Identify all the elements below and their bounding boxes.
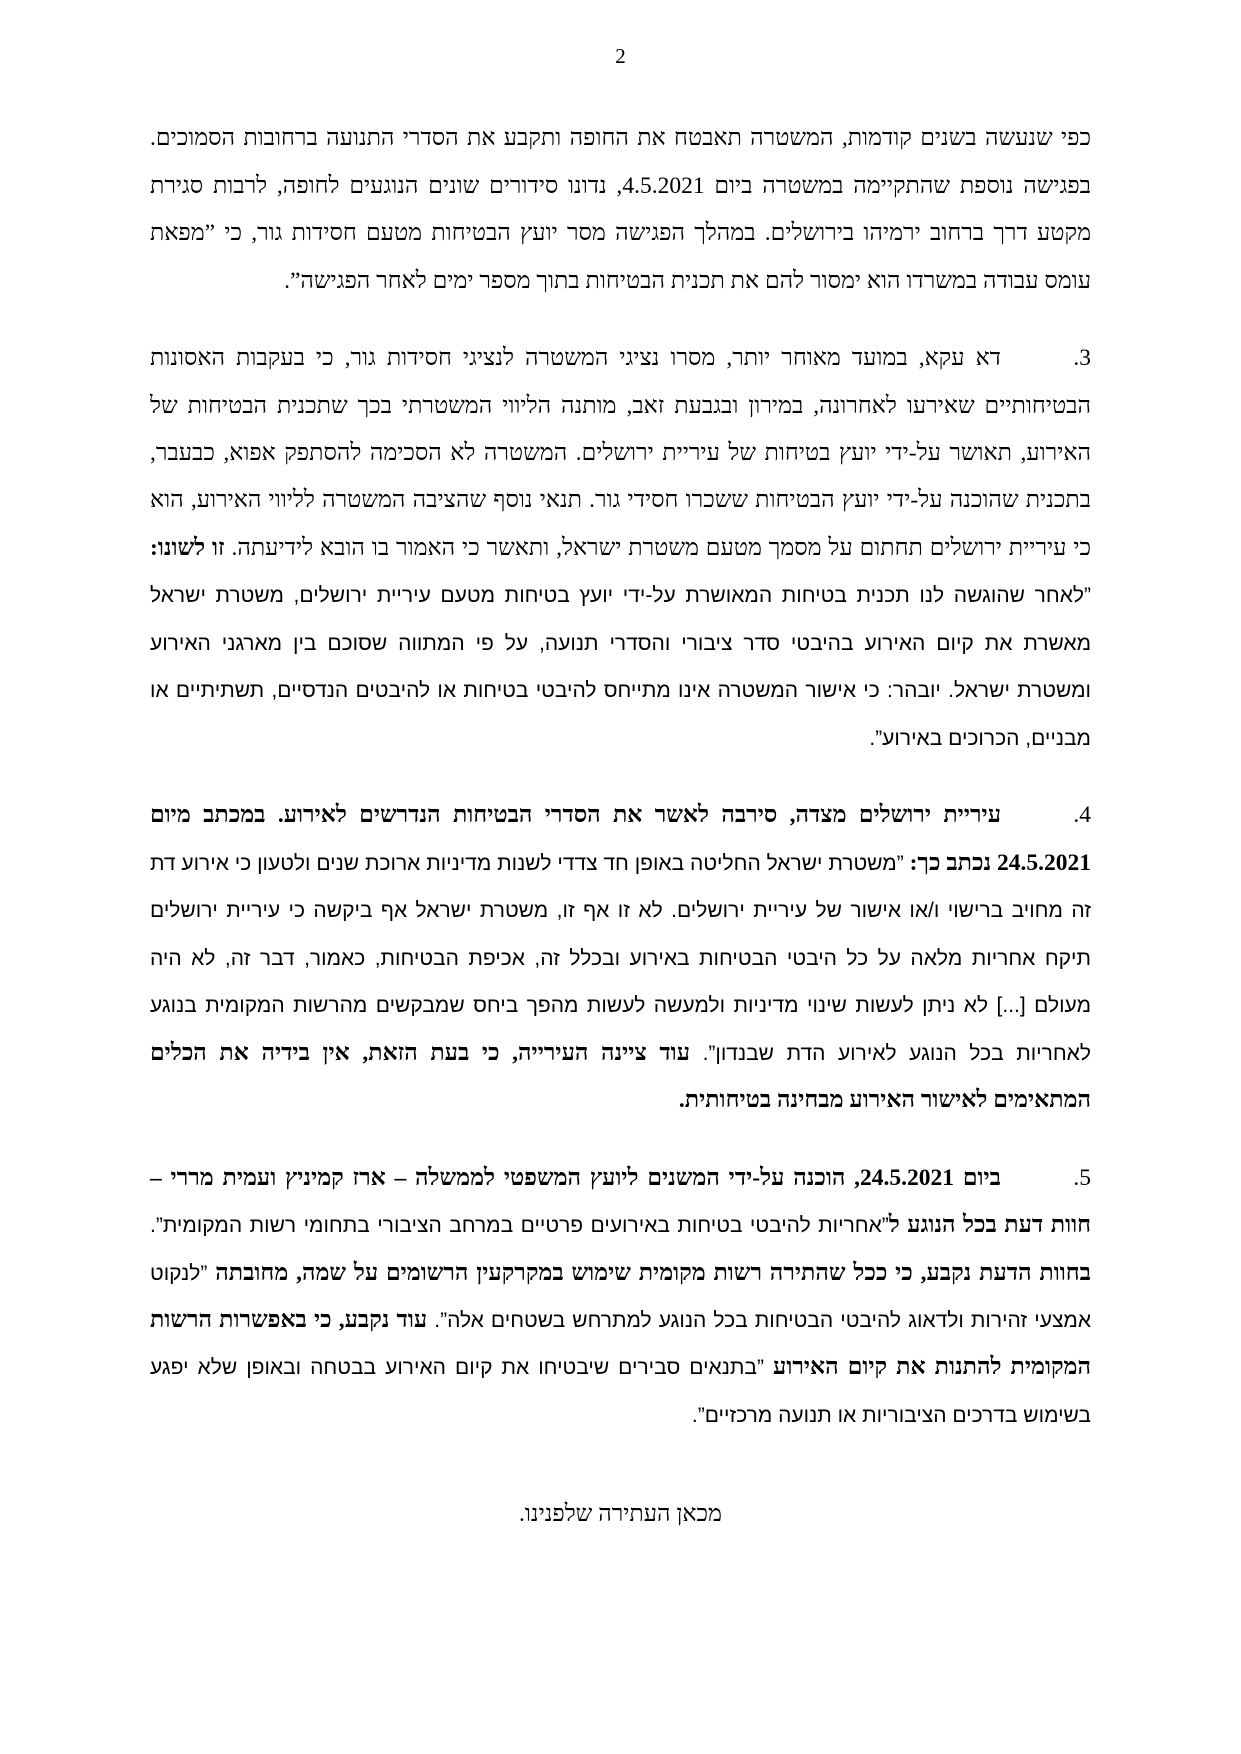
clause-5-number: .5	[1073, 1164, 1091, 1191]
clause-4-tail: עוד ציינה העירייה, כי בעת הזאת, אין בידיה את הכלים המתאימים לאישור האירוע מבחינה בטיחותית.	[150, 1039, 1091, 1114]
clause-5-lead: ביום 24.5.2021, הוכנה על-ידי המשנים ליועץ המשפטי לממשלה – ארז קמיניץ ועמית מררי – חוות דעת בכל הנוגע ל	[150, 1164, 1091, 1239]
clause-5-bold-2: עוד נקבע, כי באפשרות הרשות המקומית להתנות את קיום האירוע	[150, 1306, 1091, 1381]
clause-3-quote-lead: זו לשונו:	[150, 534, 225, 561]
closing-line: מכאן העתירה שלפנינו.	[519, 1501, 722, 1528]
paragraph-intro: כפי שנעשה בשנים קודמות, המשטרה תאבטח את החופה ותקבע את הסדרי התנועה ברחובות הסמוכים. בפגישה נוספת שהתקיימה במשטרה ביום 4.5.2021, נדונו סידורים שונים הנוגעים לחופה, לרבות סגירת מקטע דרך ברחוב ירמיהו בירושלים. במהלך הפגישה מסר יועץ הבטיחות מטעם חסידות גור, כי ”מפאת עומס עבודה במשרדו הוא ימסור להם את תכנית הבטיחות בתוך מספר ימים לאחר הפגישה”.	[150, 125, 1091, 294]
page-number: 2	[615, 44, 626, 68]
clause-3-text: דא עקא, במועד מאוחר יותר, מסרו נציגי המשטרה לנציגי חסידות גור, כי בעקבות האסונות הבטיחותיים שאירעו לאחרונה, במירון ובגבעת זאב, מותנה הליווי המשטרתי בכך שתכנית הבטיחות של האירוע, תאושר על-ידי יועץ בטיחות של עיריית ירושלים. המשטרה לא הסכימה להסתפק אפוא, כבעבר, בתכנית שהוכנה על-ידי יועץ הבטיחות ששכרו חסידי גור. תנאי נוסף שהציבה המשטרה לליווי האירוע, הוא כי עיריית ירושלים תחתום על מסמך מטעם משטרת ישראל, ותאשר כי האמור בו הובא לידיעתה.	[150, 345, 1091, 561]
clause-4	[150, 792, 1091, 1124]
clause-4-quote-lead: במכתב מיום 24.5.2021 נכתב כך:	[150, 802, 1092, 876]
clause-5-bold-1: בחוות הדעת נקבע, כי ככל שהתירה רשות מקומית שימוש במקרקעין הרשומים על שמה, מחובתה	[207, 1259, 1091, 1286]
clause-3-number: .3	[1073, 345, 1091, 372]
clause-3-quote: ”לאחר שהוגשה לנו תכנית בטיחות המאושרת על-ידי יועץ בטיחות מטעם עיריית ירושלים, משטרת ישראל מאשרת את קיום האירוע בהיבטי סדר ציבורי והסדרי תנועה, על פי המתווה שסוכם בין מארגני האירוע ומשטרת ישראל. יובהר: כי אישור המשטרה אינו מתייחס להיבטי בטיחות או להיבטים הנדסיים, תשתיתיים או מבניים, הכרוכים באירוע”.	[150, 584, 1091, 750]
clause-4-quote: ”משטרת ישראל החליטה באופן חד צדדי לשנות מדיניות ארוכת שנים ולטעון כי אירוע דת זה מחויב ברישוי ו/או אישור של עיריית ירושלים. לא זו אף זו, משטרת ישראל אף ביקשה כי עיריית ירושלים תיקח אחריות מלאה על כל היבטי הבטיחות באירוע ובכלל זה, אכיפת הבטיחות, כאמור, דבר זה, לא היה מעולם [...] לא ניתן לעשות שינוי מדיניות ולמעשה לעשות מהפך ביחס שמבקשים מהרשות המקומית בנוגע לאחריות בכל הנוגע לאירוע הדת שבנדון”.	[150, 851, 1091, 1065]
clause-4-number: .4	[1073, 802, 1091, 829]
clause-5-quote-3: ”בתנאים סבירים שיבטיחו את קיום האירוע בבטחה ובאופן שלא יפגע בשימוש בדרכים הציבוריות או תנועה מרכזיים”.	[150, 1356, 1091, 1427]
clause-5	[150, 1155, 1091, 1440]
clause-4-body	[150, 792, 1091, 1124]
clause-4-lead: עיריית ירושלים מצדה, סירבה לאשר את הסדרי הבטיחות הנדרשים לאירוע.	[277, 802, 1002, 829]
clause-5-quote-2: ”לנקוט אמצעי זהירות ולדאוג להיבטי הבטיחות בכל הנוגע למתרחש בשטחים אלה”.	[150, 1261, 1092, 1332]
clause-3	[150, 335, 1091, 762]
clause-5-body	[150, 1155, 1091, 1440]
clause-3-body	[150, 335, 1091, 762]
clause-5-quote-1: ”אחריות להיבטי בטיחות באירועים פרטיים במרחב הציבורי בתחומי רשות המקומית”.	[150, 1214, 889, 1238]
